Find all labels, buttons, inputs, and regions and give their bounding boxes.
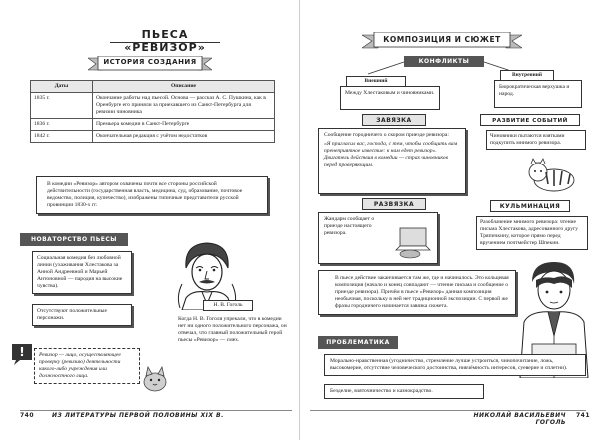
title-underline [110, 42, 220, 43]
page-number: 741 [575, 412, 590, 419]
climax-text: Разоблачение мнимого ревизора: чтение письма Хлестакова, адресованного другу Тряпичкину, которое прямо перед вручением почтмейстер Шпекин. [476, 216, 588, 250]
table-cell-text: Премьера комедии в Санкт-Петербурге [93, 119, 275, 131]
table-row [31, 131, 275, 143]
events-label: РАЗВИТИЕ СОБЫТИЙ [480, 114, 580, 126]
problems-banner: ПРОБЛЕМАТИКА [318, 336, 398, 349]
gogol-quote: Когда Н. В. Гоголя упрекали, что в комедии нет ни одного положительного персонажа, он отвечал, что главный положительный герой пьесы «Ревизор» — смех. [178, 316, 287, 343]
ring-composition-note [318, 270, 516, 315]
table-cell-date: 1835 г. [31, 93, 93, 119]
laptop-icon [394, 222, 434, 260]
revizor-definition [34, 348, 140, 384]
table-cell-text: Окончательная редакция с учётом недостатков [93, 131, 275, 143]
ring-composition-text: В пьесе действие заканчивается там же, где и начиналось. Это кольцевая композиция (начало и конец совпадают — чтение письма и сообщение о приезде ревизора). Причём в пьесе «Ревизор» данная композиция необычная, поскольку в ней нет традиционной экспозиции. С первой же фразы городничего начинается завязка сюжета. [335, 275, 509, 309]
subtitle-ribbon [88, 56, 212, 72]
tiger-icon [526, 152, 578, 194]
zavyazka-box [318, 128, 466, 194]
table-cell-date: 1842 г. [31, 131, 93, 143]
table-cell-text: Окончание работы над пьесой. Основа — рассказ А. С. Пушкина, как в Оренбурге его приняли за приехавшего из Санкт-Петербурга для ревизии чиновника [93, 93, 275, 119]
razvyazka-text: Жандарм сообщает о приезде настоящего ревизора. [324, 216, 375, 236]
comedy-note [36, 176, 268, 214]
exclamation-icon [10, 342, 34, 366]
svg-text:!: ! [19, 345, 25, 359]
razvyazka-label: РАЗВЯЗКА [362, 198, 426, 210]
revizor-definition-text: Ревизор — лицо, осуществляющее проверку (ревизию) деятельности какого-либо учреждения или должностного лица. [39, 352, 121, 379]
internal-conflict-text: Бюрократическая верхушка и народ. [494, 80, 582, 108]
portrait-caption: Н. В. Гоголь [203, 300, 253, 311]
running-footer: ИЗ ЛИТЕРАТУРЫ ПЕРВОЙ ПОЛОВИНЫ XIX В. [52, 412, 224, 419]
footer-rule [20, 410, 292, 411]
table-row [31, 93, 275, 119]
page-number: 740 [20, 412, 35, 419]
internal-label: Внутренний [500, 70, 554, 81]
zavyazka-quote: «Я пригласил вас, господа, с тем, чтобы сообщить вам пренеприятное известие: к нам едет ревизор». Двигатель действия в комедии — страх чиновников перед проверяющим. [324, 141, 458, 168]
cat-icon [140, 364, 170, 392]
column-header: Даты [31, 81, 93, 93]
title-ribbon [362, 32, 522, 50]
zavyazka-text: Сообщение городничего о скором приезде ревизора: [324, 132, 449, 138]
external-conflict-text: Между Хлестаковым и чиновниками. [340, 86, 440, 110]
novelty-item-text: Социальная комедия без любовной линии (ухаживания Хлестакова за Анной Андреевной и Марьей Антоновной — пародия на высокие чувства). [37, 255, 123, 289]
footer-rule [310, 410, 586, 411]
running-footer: НИКОЛАЙ ВАСИЛЬЕВИЧ ГОГОЛЬ [473, 412, 566, 426]
page-title: КОМПОЗИЦИЯ И СЮЖЕТ [383, 35, 501, 44]
novelty-item [32, 304, 132, 326]
problems-text-2: Безделие, взяточничество и казнокрадство. [324, 384, 484, 399]
external-label: Внешний [346, 76, 406, 87]
climax-label: КУЛЬМИНАЦИЯ [490, 200, 570, 212]
column-header: Описание [93, 81, 275, 93]
zavyazka-label: ЗАВЯЗКА [362, 114, 426, 126]
comedy-note-text: В комедии «Ревизор» автором охвачены почти все стороны российской действительности (государственная власть, медицина, суд, образование, почтовое ведомство, полиция, купечество), изображены типичные представители русской провинции 1830-х гг. [47, 181, 243, 208]
page-title: ПЬЕСА «РЕВИЗОР» [124, 28, 206, 54]
section-subtitle: ИСТОРИЯ СОЗДАНИЯ [103, 58, 197, 66]
novelty-item-text: Отсутствуют положительные персонажи. [37, 308, 107, 321]
timeline-table [30, 80, 275, 143]
table-header-row [31, 81, 275, 93]
table-row [31, 119, 275, 131]
problems-text: Морально-нравственная (угодничество, стремление лучше устроиться, чинопочитание, ложь, высокомерие, отсутствие человеческого достоинства, никчёмность интересов, суеверие и сплетни). [324, 354, 586, 376]
table-cell-date: 1836 г. [31, 119, 93, 131]
events-text: Чиновники пытаются взятками подкупить мнимого ревизора. [486, 130, 586, 150]
right-page [300, 0, 600, 440]
novelty-item [32, 251, 132, 294]
novelty-banner: НОВАТОРСТВО ПЬЕСЫ [20, 233, 128, 246]
conflicts-header: КОНФЛИКТЫ [404, 56, 484, 67]
